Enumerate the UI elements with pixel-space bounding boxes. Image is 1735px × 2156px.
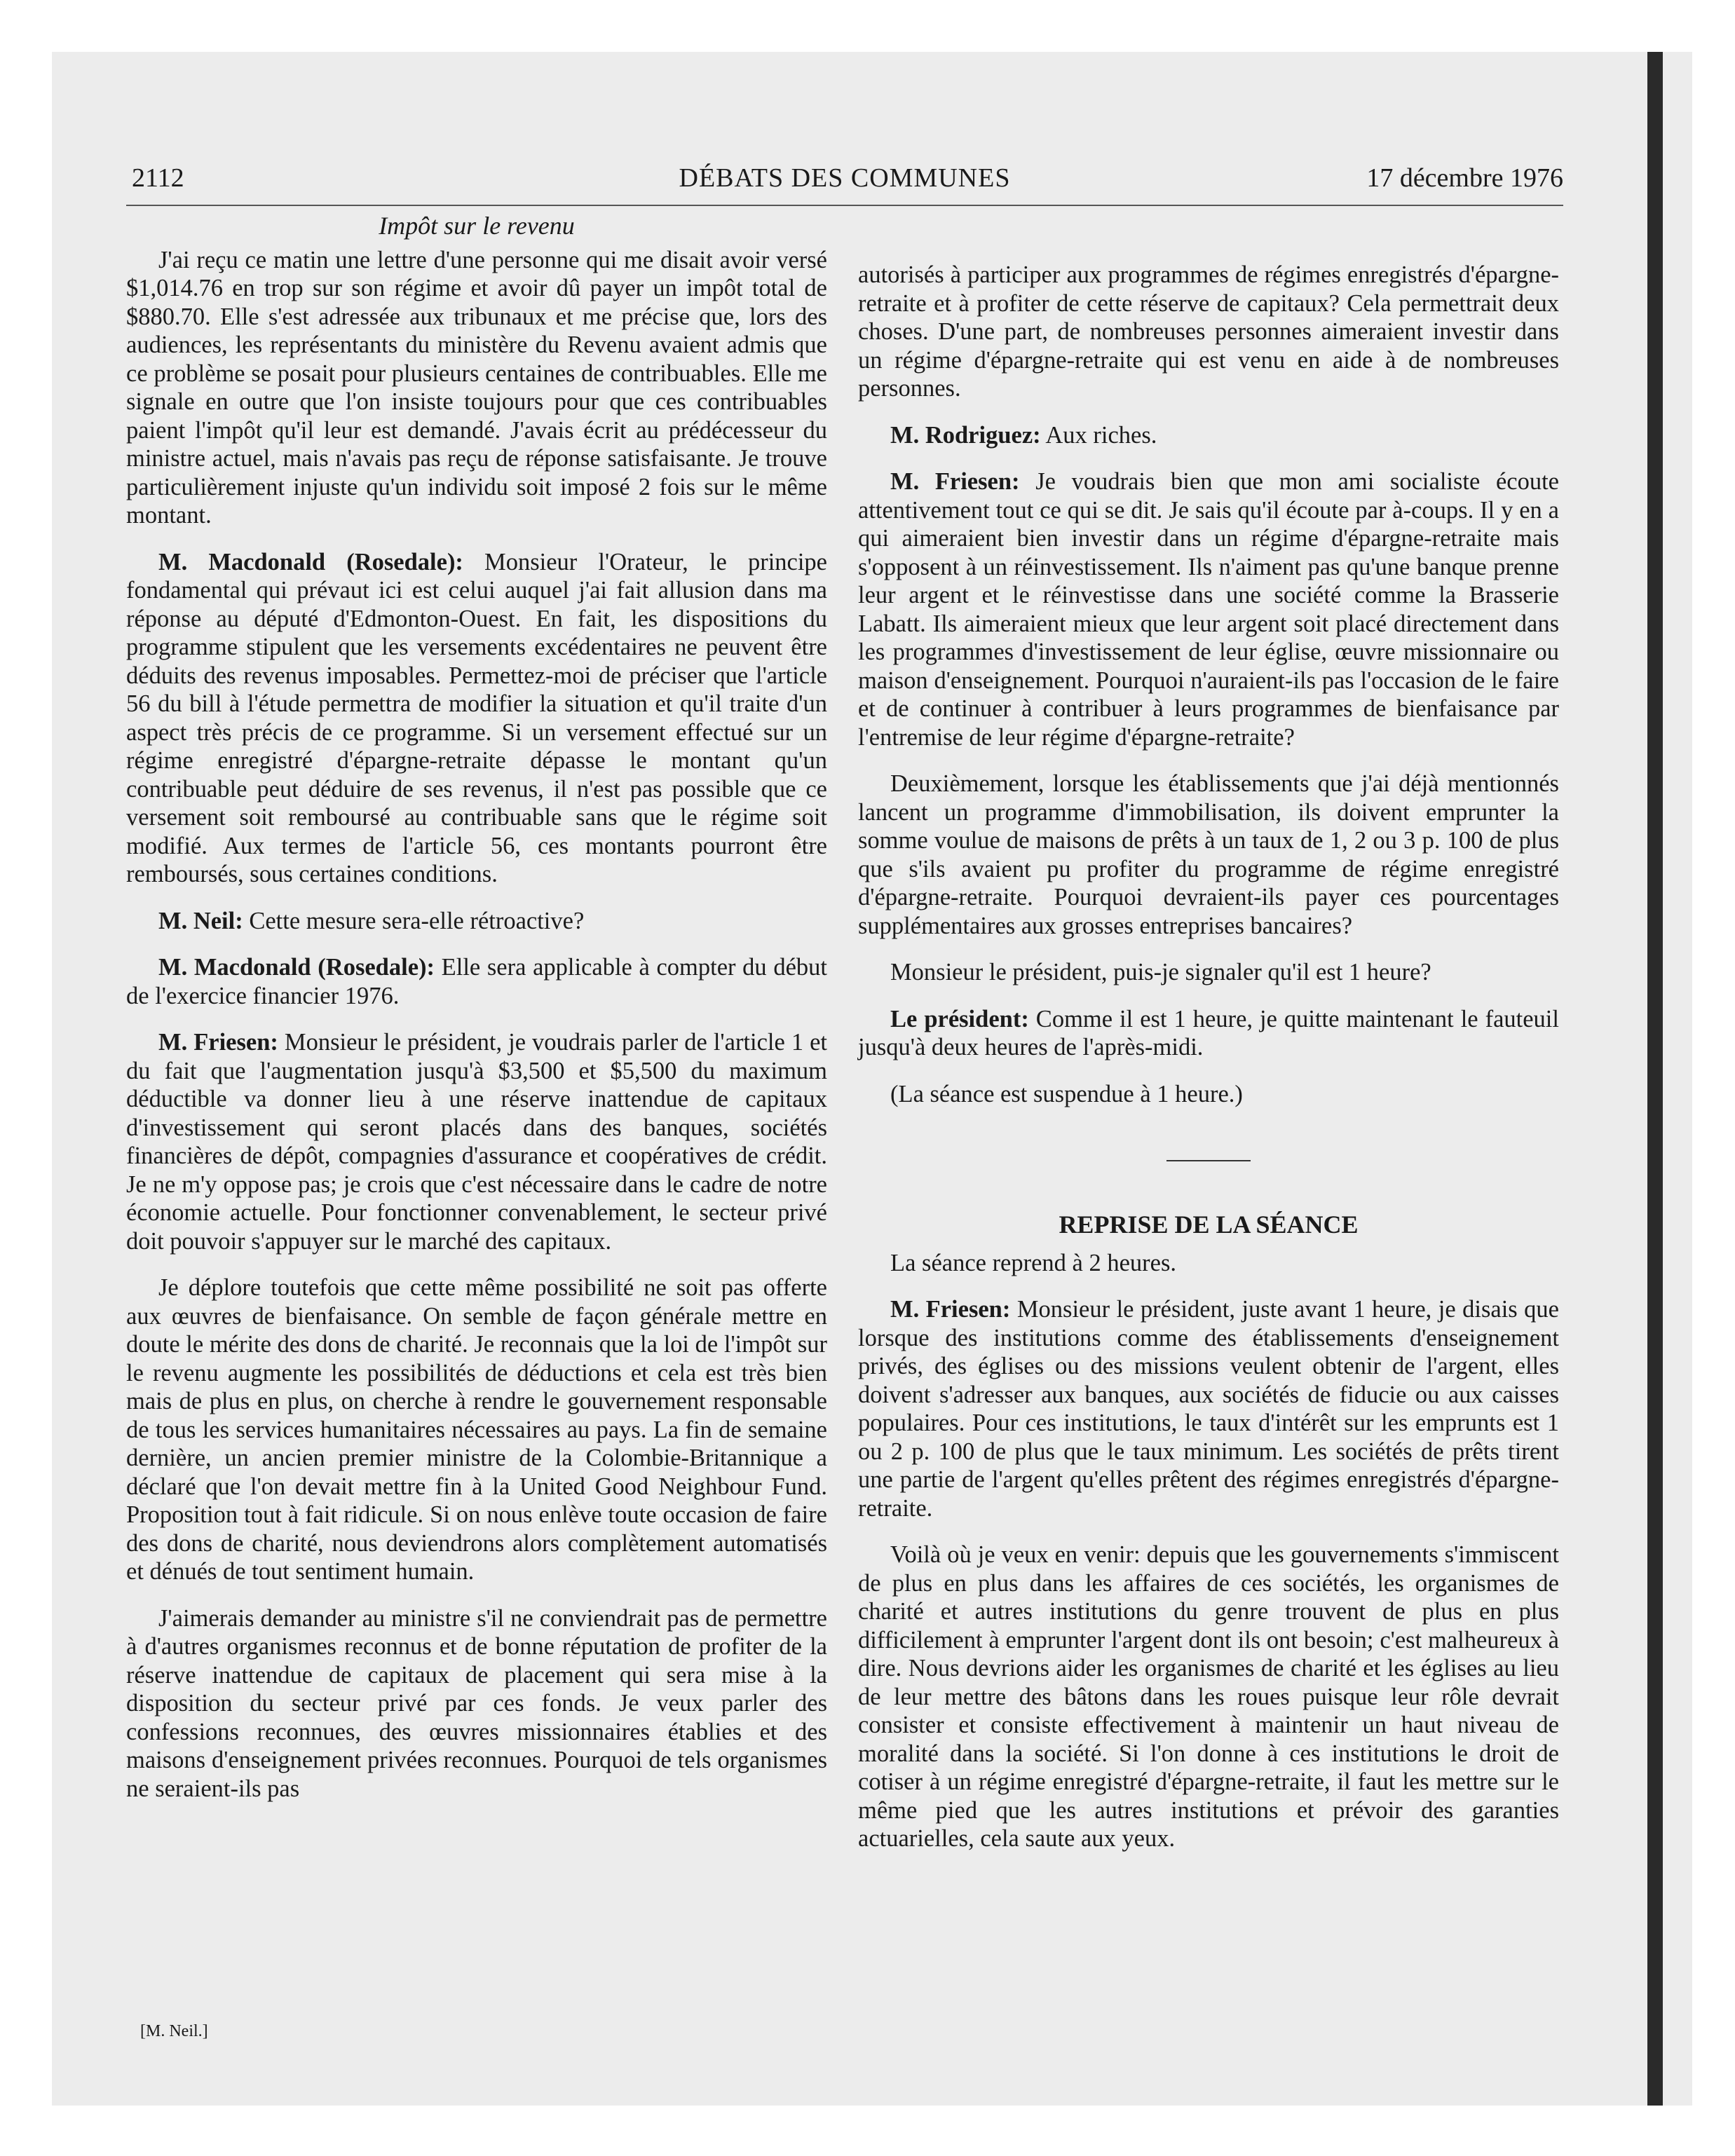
binding-edge [1647, 52, 1663, 2106]
speech-text: Aux riches. [1040, 421, 1157, 449]
speech-text: Cette mesure sera-elle rétroactive? [243, 907, 585, 934]
right-column [858, 261, 1559, 1871]
paragraph: Voilà où je veux en venir: depuis que les gouvernements s'immiscent de plus en plus dans les affaires de ces sociétés, les organismes de charité et autres institutions du genre trouvent de plus en plus difficilement à emprunter l'argent dont ils ont besoin; c'est malheureux à dire. Nous devrions aider les organismes de charité et les églises au lieu de leur mettre des bâtons dans les roues puisque leur rôle devrait consister et consiste effectivement à maintenir un haut niveau de moralité dans la société. Si l'on donne à ces institutions le droit de cotiser à un régime enregistré d'épargne-retraite, il faut les mettre sur le même pied que les autres institutions et prévoir des garanties actuarielles, cela saute aux yeux. [858, 1541, 1559, 1852]
paragraph [858, 468, 1559, 751]
paragraph [858, 1005, 1559, 1062]
speaker-name: M. Friesen: [158, 1029, 278, 1056]
section-title: Impôt sur le revenu [379, 212, 575, 240]
speaker-name: M. Neil: [158, 907, 243, 934]
paragraph [126, 907, 827, 936]
paragraph [126, 548, 827, 889]
paragraph [858, 421, 1559, 450]
speaker-name: M. Friesen: [890, 1296, 1011, 1323]
paragraph [858, 1295, 1559, 1522]
page-header [126, 163, 1563, 206]
paragraph: Je déplore toutefois que cette même possibilité ne soit pas offerte aux œuvres de bienfaisance. On semble de façon générale mettre en doute le mérite des dons de charité. Je reconnais que la loi de l'impôt sur le revenu augmente les possibilités de déductions et cela est très bien mais de plus en plus, on cherche à rendre le gouvernement responsable de tous les services humanitaires nécessaires au pays. La fin de semaine dernière, un ancien premier ministre de la Colombie-Britannique a déclaré que l'on devait mettre fin à la United Good Neighbour Fund. Proposition tout à fait ridicule. Si on nous enlève toute occasion de faire des dons de charité, nous deviendrons alors complètement automatisés et dénués de tout sentiment humain. [126, 1274, 827, 1585]
speech-text: Monsieur le président, juste avant 1 heure, je disais que lorsque des institutions comme des établissements d'enseignement privés, des églises ou des missions veulent obtenir de l'argent, elles doivent s'adresser aux banques, aux sociétés de fiducie ou aux caisses populaires. Pour ces institutions, le taux d'intérêt sur les emprunts est 1 ou 2 p. 100 de plus que le taux minimum. Les sociétés de prêts tirent une partie de l'argent qu'elles prêtent des régimes enregistrés d'épargne-retraite. [858, 1296, 1559, 1522]
section-divider [1166, 1160, 1251, 1161]
left-column [126, 212, 827, 1821]
speech-text: Monsieur l'Orateur, le principe fondamental qui prévaut ici est celui auquel j'ai fait allusion dans ma réponse au député d'Edmonton-Ouest. En fait, les dispositions du programme stipulent que les versements excédentaires ne peuvent être déduits des revenus imposables. Permettez-moi de préciser que l'article 56 du bill à l'étude permettra de modifier la situation et qu'il traite d'un aspect très précis de ce programme. Si un versement effectué sur un régime enregistré d'épargne-retraite dépasse le montant qu'un contribuable peut déduire de ses revenus, il n'est pas possible que ce versement soit remboursé au contribuable sans que le régime soit modifié. Aux termes de l'article 56, ces montants pourront être remboursés, sous certaines conditions. [126, 548, 827, 887]
speaker-name: Le président: [890, 1005, 1029, 1032]
paragraph [126, 953, 827, 1010]
paragraph: J'aimerais demander au ministre s'il ne conviendrait pas de permettre à d'autres organismes reconnus et de bonne réputation de profiter de la réserve inattendue de capitaux de placement qui sera mise à la disposition du secteur privé par ces fonds. Je veux parler des confessions reconnues, des œuvres missionnaires établies et des maisons d'enseignement privées reconnues. Pourquoi de tels organismes ne seraient-ils pas [126, 1604, 827, 1802]
speaker-reference: [M. Neil.] [140, 2022, 208, 2040]
speech-text: Comme il est 1 heure, je quitte maintenant le fauteuil jusqu'à deux heures de l'après-midi. [858, 1005, 1559, 1060]
paragraph [126, 1028, 827, 1255]
paragraph: (La séance est suspendue à 1 heure.) [890, 1080, 1243, 1107]
paragraph: autorisés à participer aux programmes de régimes enregistrés d'épargne-retraite et à profiter de cette réserve de capitaux? Cela permettrait deux choses. D'une part, de nombreuses personnes aimeraient investir dans un régime d'épargne-retraite qui est venu en aide à de nombreuses personnes. [858, 261, 1559, 402]
speaker-name: M. Macdonald (Rosedale): [158, 548, 463, 575]
publication-title: DÉBATS DES COMMUNES [679, 163, 1011, 193]
speech-text: Monsieur le président, je voudrais parler de l'article 1 et du fait que l'augmentation jusqu'à $3,500 et $5,500 du maximum déductible va donner lieu à une réserve inattendue de capitaux d'investissement qui seront placés dans des banques, sociétés financières de dépôt, compagnies d'assurance et coopératives de crédit. Je ne m'y oppose pas; je crois que c'est nécessaire dans le cadre de notre économie actuelle. Pour fonctionner convenablement, le secteur privé doit pouvoir s'appuyer sur le marché des capitaux. [126, 1029, 827, 1255]
speech-text: Elle sera applicable à compter du début de l'exercice financier 1976. [126, 954, 827, 1009]
paragraph: J'ai reçu ce matin une lettre d'une personne qui me disait avoir versé $1,014.76 en trop sur son régime et avoir dû payer un impôt total de $880.70. Elle s'est adressée aux tribunaux et me précise que, lors des audiences, les représentants du ministère du Revenu avaient admis que ce problème se posait pour plusieurs centaines de contribuables. Elle me signale en outre que l'on insiste toujours pour que ces contribuables paient l'impôt qu'il leur est demandé. J'avais écrit au prédécesseur du ministre actuel, mais n'avais pas reçu de réponse satisfaisante. Je trouve particulièrement injuste qu'un individu soit imposé 2 fois sur le même montant. [126, 246, 827, 528]
paragraph: Monsieur le président, puis-je signaler qu'il est 1 heure? [890, 959, 1431, 985]
page-date: 17 décembre 1976 [1366, 163, 1563, 193]
page-number: 2112 [132, 163, 184, 193]
paragraph: Deuxièmement, lorsque les établissements que j'ai déjà mentionnés lancent un programme d'immobilisation, ils doivent emprunter la somme voulue de maisons de prêts à un taux de 1, 2 ou 3 p. 100 de plus que s'ils avaient pu profiter du programme de régime enregistré d'épargne-retraite. Pourquoi devraient-ils payer ces pourcentages supplémentaires aux grosses entreprises bancaires? [858, 770, 1559, 939]
section-heading: REPRISE DE LA SÉANCE [1059, 1210, 1359, 1239]
speech-text: Je voudrais bien que mon ami socialiste écoute attentivement tout ce qui se dit. Je sais qu'il écoute par à-coups. Il y en a qui aimeraient bien investir dans un régime d'épargne-retraite mais s'opposent à un réinvestissement. Ils n'aiment pas qu'une banque prenne leur argent et le réinvestisse dans une société comme la Brasserie Labatt. Ils aimeraient mieux que leur argent soit placé directement dans les programmes d'investissement de leur église, œuvre missionnaire ou maison d'enseignement. Pourquoi n'auraient-ils pas l'occasion de le faire et de continuer à contribuer à leurs programmes de bienfaisance par l'entremise de leur régime d'épargne-retraite? [858, 468, 1559, 751]
speaker-name: M. Macdonald (Rosedale): [158, 954, 435, 981]
speaker-name: M. Rodriguez: [890, 421, 1041, 449]
paragraph: La séance reprend à 2 heures. [890, 1249, 1177, 1276]
speaker-name: M. Friesen: [890, 468, 1020, 495]
